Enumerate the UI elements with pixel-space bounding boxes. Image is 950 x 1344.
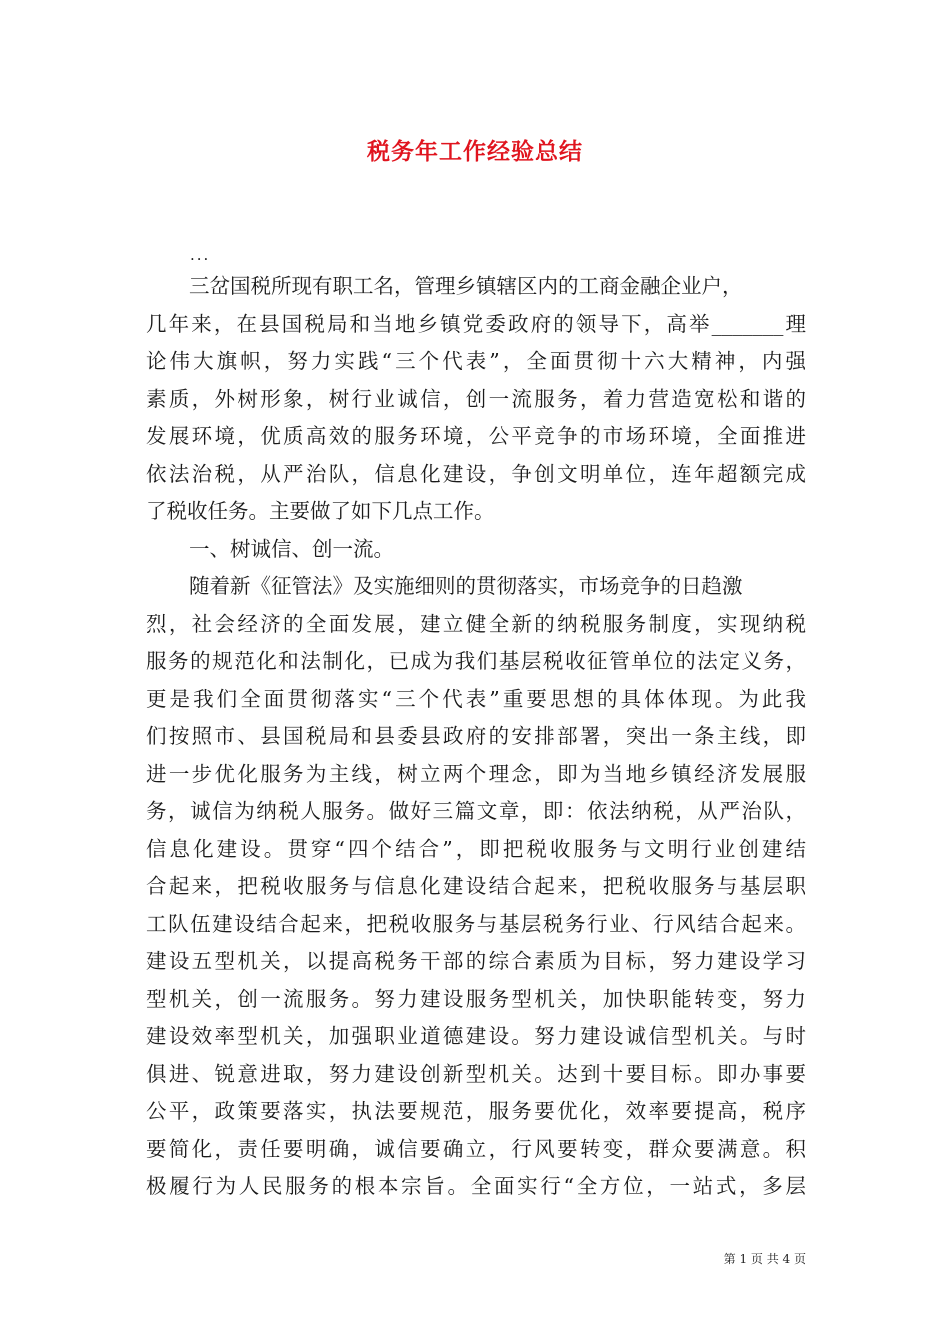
text-line: 工队伍建设结合起来，把税收服务与基层税务行业、行风结合起来。 [146,911,806,936]
document-title: 税务年工作经验总结 [367,138,583,165]
text-line: 依法治税，从严治队，信息化建设，争创文明单位，连年超额完成 [146,461,806,486]
text-line: 公平，政策要落实，执法要规范，服务要优化，效率要提高，税序 [146,1099,806,1123]
text-line: 烈，社会经济的全面发展，建立健全新的纳税服务制度，实现纳税 [146,611,806,636]
text-line: 论伟大旗帜，努力实践“三个代表”，全面贯彻十六大精神，内强 [146,349,806,373]
text-line: 素质，外树形象，树行业诚信，创一流服务，着力营造宽松和谐的 [146,386,806,411]
text-line: 务，诚信为纳税人服务。做好三篇文章，即：依法纳税，从严治队， [146,799,806,823]
text-line: 俱进、锐意进取，努力建设创新型机关。达到十要目标。即办事要 [146,1061,806,1086]
text-line: 型机关，创一流服务。努力建设服务型机关，加快职能转变，努力 [146,986,806,1011]
text-line: 要简化，责任要明确，诚信要确立，行风要转变，群众要满意。积 [146,1136,806,1161]
page-number-footer: 第 1 页 共 4 页 [723,1252,806,1266]
document-body [146,268,806,1206]
text-line: 更是我们全面贯彻落实“三个代表”重要思想的具体体现。为此我 [146,686,806,711]
text-line: 信息化建设。贯穿“四个结合”，即把税收服务与文明行业创建结 [146,836,806,861]
ellipsis-text: ... [190,246,211,264]
text-line: 们按照市、县国税局和县委县政府的安排部署，突出一条主线，即 [146,724,806,748]
text-line: 服务的规范化和法制化，已成为我们基层税收征管单位的法定义务， [146,649,806,673]
text-line: 了税收任务。主要做了如下几点工作。 [146,499,495,523]
text-line: 进一步优化服务为主线，树立两个理念，即为当地乡镇经济发展服 [146,761,806,786]
text-line: 三岔国税所现有职工名，管理乡镇辖区内的工商金融企业户， [189,274,743,298]
text-line: 建设效率型机关，加强职业道德建设。努力建设诚信型机关。与时 [146,1024,806,1048]
text-line: 几年来，在县国税局和当地乡镇党委政府的领导下，高举_______理 [146,311,806,336]
text-line: 随着新《征管法》及实施细则的贯彻落实，市场竞争的日趋激 [189,574,743,598]
section-heading: 一、树诚信、创一流。 [189,536,394,561]
text-line: 极履行为人民服务的根本宗旨。全面实行“全方位，一站式，多层 [146,1174,806,1198]
text-line: 发展环境，优质高效的服务环境，公平竞争的市场环境，全面推进 [146,424,806,448]
text-line: 建设五型机关，以提高税务干部的综合素质为目标，努力建设学习 [146,949,806,973]
text-line: 合起来，把税收服务与信息化建设结合起来，把税收服务与基层职 [146,874,806,898]
